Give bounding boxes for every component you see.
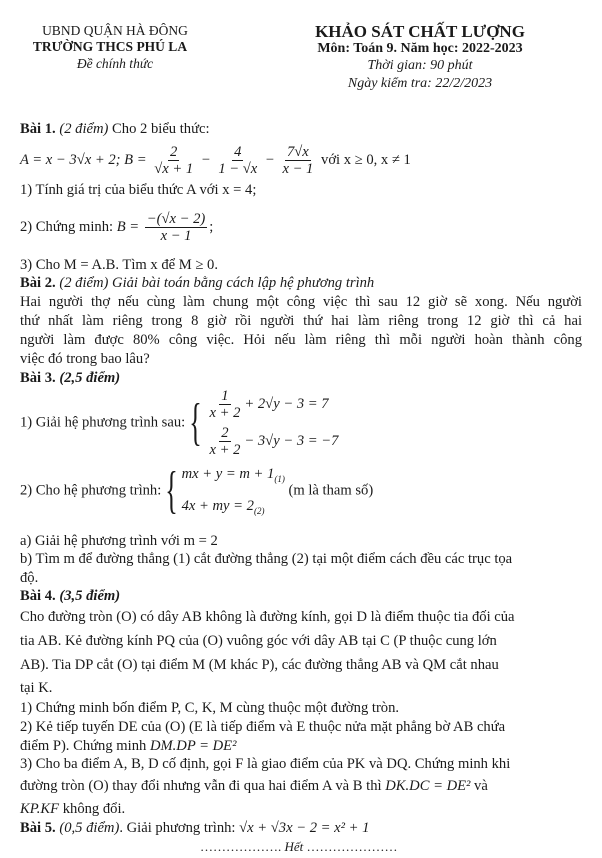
- bai4-q2-end: [20, 737, 236, 755]
- bai5: [20, 819, 369, 837]
- bai3-qb: b) Tìm m để đường thẳng (1) cắt đường thẳng (2) tại một điểm cách đều các trục tọa: [20, 551, 513, 567]
- equation-system: mx + $y = m + 1_{(1)}$ 4x + my = $2_{(2)}$: [181, 466, 285, 516]
- bai1-expressions: [20, 143, 411, 177]
- q3-end2: không đổi.: [59, 801, 126, 817]
- bai5-text: . Giải phương trình:: [119, 820, 240, 836]
- bai5-math: √x + √3x − 2 = x² + 1: [239, 820, 370, 836]
- end-marker: [200, 838, 398, 856]
- end-label: Hết: [284, 839, 304, 854]
- bai4-q3-line3: [20, 800, 125, 818]
- bai2-title: Bài 2.: [20, 275, 56, 291]
- q2-text: điểm P). Chứng minh: [20, 738, 150, 754]
- dots: ……………….: [200, 839, 282, 854]
- brace-icon: {: [189, 394, 202, 451]
- bai1-q2: [20, 208, 213, 246]
- bai5-points: (0,5 điểm): [59, 820, 120, 836]
- bai4-line: tia AB. Kẻ đường kính PQ của (O) vuông góc với dây AB tại C (P thuộc cung lớn: [20, 633, 497, 649]
- q2-note: (m là tham số): [288, 482, 374, 499]
- bai3-qa: a) Giải hệ phương trình với m = 2: [20, 533, 218, 549]
- bai3-title: Bài 3.: [20, 370, 56, 386]
- bai4-line: tại K.: [20, 680, 53, 696]
- bai3-heading: [20, 369, 120, 387]
- bai1-heading: [20, 120, 210, 138]
- bai4-q1: 1) Chứng minh bốn điểm P, C, K, M cùng thuộc một đường tròn.: [20, 700, 400, 716]
- bai2-line: Hai người thợ nếu cùng làm chung một công việc thì sau 12 giờ sẽ xong. Nếu người: [20, 294, 582, 310]
- bai1-title: Bài 1.: [20, 121, 56, 137]
- q3-end: và: [470, 778, 488, 794]
- condition: với x ≥ 0, x ≠ 1: [321, 152, 411, 168]
- fraction: $\frac{-(√x - 2)}{x - 1}$: [146, 211, 206, 245]
- fraction: $\frac{7√x}{x - 1}$: [282, 144, 314, 178]
- q2-label: 2) Cho hệ phương trình:: [20, 482, 165, 499]
- q3-math: DK.DC = DE²: [385, 778, 471, 794]
- exam-title: KHẢO SÁT CHẤT LƯỢNG: [315, 22, 525, 41]
- bai4-points: (3,5 điểm): [59, 588, 121, 604]
- bai1-intro: Cho 2 biểu thức:: [112, 121, 210, 137]
- bai4-line: AB). Tia DP cắt (O) tại điểm M (M khác P), các đường thẳng AB và QM cắt nhau: [20, 657, 499, 673]
- authority-name: UBND QUẬN HÀ ĐÔNG: [42, 23, 188, 38]
- bai5-title: Bài 5.: [20, 820, 56, 836]
- bai2-heading: [20, 274, 374, 292]
- bai1-points: (2 điểm): [59, 121, 109, 137]
- exam-subject: Môn: Toán 9. Năm học: 2022-2023: [317, 41, 523, 56]
- bai4-q2: 2) Kẻ tiếp tuyến DE của (O) (E là tiếp điểm và E thuộc nửa mặt phẳng bờ AB chứa: [20, 719, 506, 735]
- q3-math2: KP.KF: [20, 801, 60, 817]
- bai3-system1: [20, 388, 338, 458]
- bai2-line: người làm được 80% công việc. Hỏi nếu làm riêng thì mỗi người hoàn thành công: [20, 332, 582, 348]
- bai1-q1: 1) Tính giá trị của biểu thức A với x = 4;: [20, 182, 257, 198]
- q2-end: ;: [209, 219, 214, 235]
- fraction: $\frac{4}{1 - √x}$: [218, 144, 258, 178]
- bai4-q3-line2: [20, 777, 488, 795]
- q2-lhs: B =: [116, 219, 140, 235]
- bai4-line: Cho đường tròn (O) có dây AB không là đường kính, gọi D là điểm thuộc tia đối của: [20, 609, 515, 625]
- bai4-heading: [20, 587, 120, 605]
- q2-math: DM.DP = DE²: [149, 738, 237, 754]
- bai2-line: việc đó trong bao lâu?: [20, 351, 150, 367]
- brace-icon: {: [165, 462, 178, 519]
- q1-label: 1) Giải hệ phương trình sau:: [20, 414, 186, 431]
- bai2-desc: (2 điểm) Giải bài toán bằng cách lập hệ phương trình: [59, 275, 375, 291]
- bai3-qb-cont: độ.: [20, 570, 39, 586]
- minus-sign: −: [200, 152, 211, 168]
- dots: …………………: [306, 839, 398, 854]
- minus-sign: −: [264, 152, 275, 168]
- school-name: TRƯỜNG THCS PHÚ LA: [32, 39, 188, 54]
- fraction: $\frac{2}{√x + 1}$: [154, 144, 194, 178]
- bai2-line: thứ nhất làm riêng trong 8 giờ rồi người thứ hai làm riêng trong 12 giờ thì cả hai: [20, 313, 582, 329]
- official-label: Đề chính thức: [76, 56, 154, 71]
- expr-a: A = x − 3√x + 2; B =: [20, 152, 151, 168]
- bai4-title: Bài 4.: [20, 588, 56, 604]
- equation-system: $\frac{1}{x + 2}$ + 2√y − 3 = 7 $\frac{2}{x + 2}$ − 3√y − 3 = −7: [209, 388, 339, 458]
- exam-date: Ngày kiểm tra: 22/2/2023: [347, 76, 493, 91]
- bai4-q3: 3) Cho ba điểm A, B, D cố định, gọi F là giao điểm của PK và DQ. Chứng minh khi: [20, 756, 511, 772]
- exam-duration: Thời gian: 90 phút: [367, 58, 473, 73]
- q2-label: 2) Chứng minh:: [20, 219, 117, 235]
- q3-text: đường tròn (O) thay đổi nhưng vẫn đi qua hai điểm A và B thì: [20, 778, 386, 794]
- bai1-q3: 3) Cho M = A.B. Tìm x để M ≥ 0.: [20, 257, 218, 273]
- bai3-points: (2,5 điểm): [59, 370, 121, 386]
- bai3-system2: [20, 462, 374, 519]
